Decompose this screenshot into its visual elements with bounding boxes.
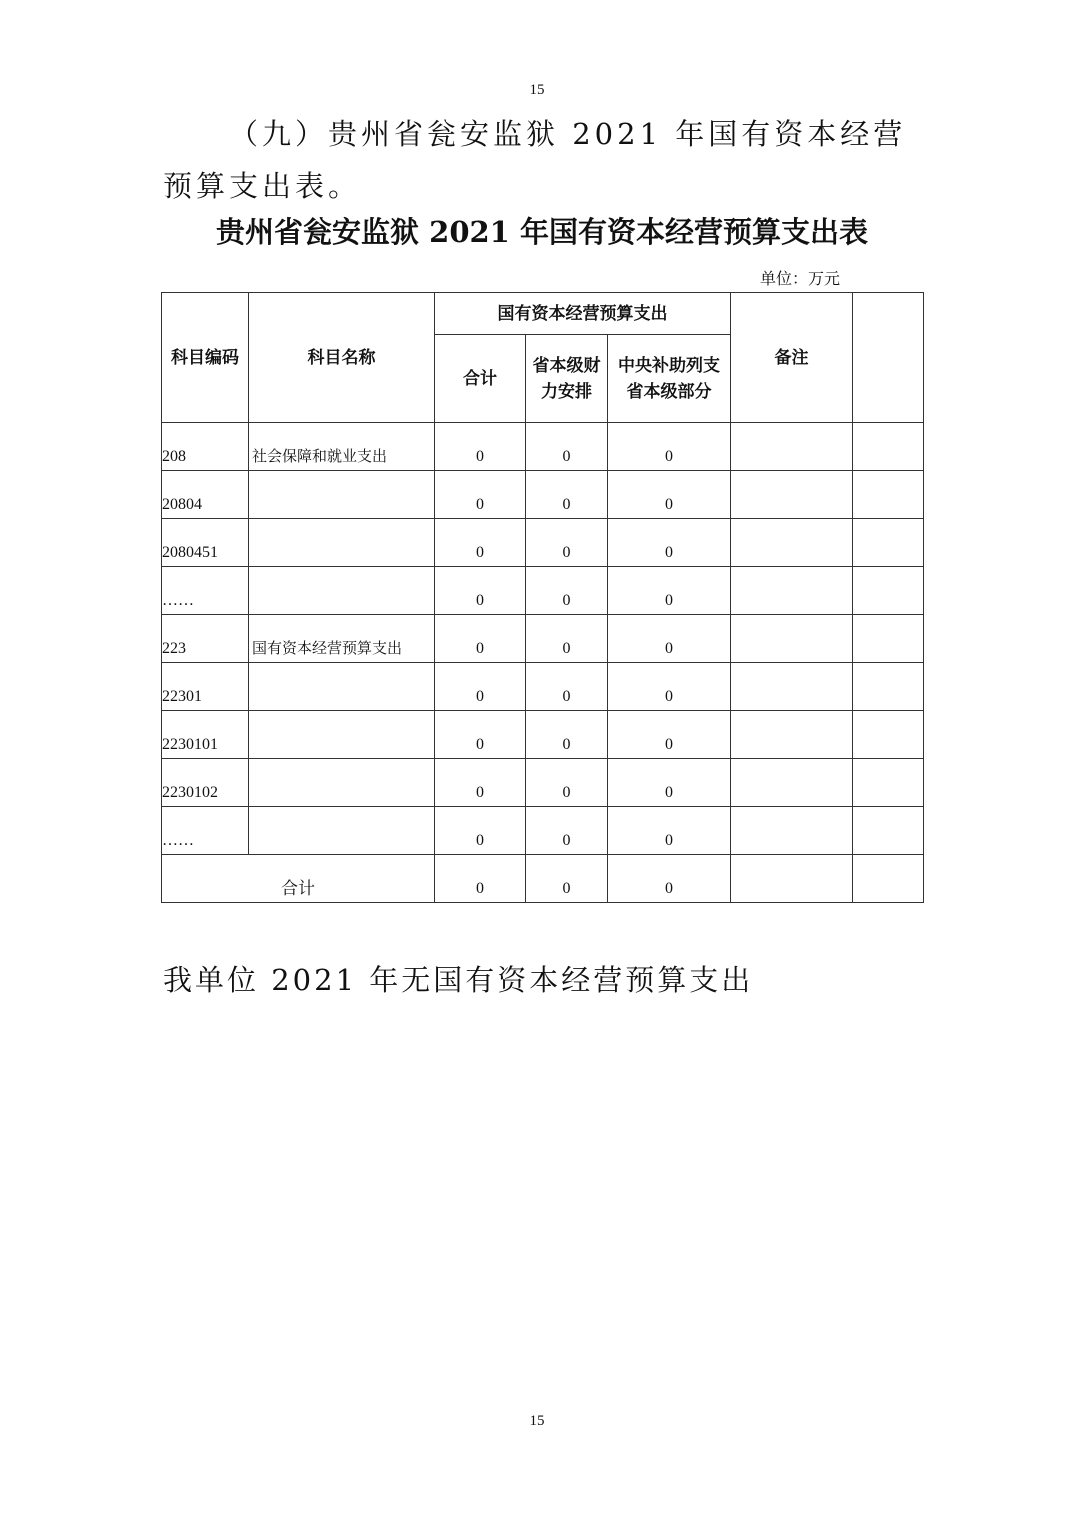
- cell-provincial: 0: [526, 471, 608, 519]
- cell-code: 2230101: [162, 711, 249, 759]
- cell-code: 20804: [162, 471, 249, 519]
- total-row: [162, 855, 924, 903]
- page-number-top: 15: [529, 82, 545, 98]
- header-central: 中央补助列支省本级部分: [608, 335, 731, 423]
- cell-code: ……: [162, 807, 249, 855]
- cell-total: 0: [435, 807, 526, 855]
- cell-total: 0: [435, 471, 526, 519]
- table-row: [162, 519, 924, 567]
- cell-provincial: 0: [526, 807, 608, 855]
- cell-code: 208: [162, 423, 249, 471]
- cell-central: 0: [608, 759, 731, 807]
- cell-extra: [853, 423, 924, 471]
- cell-extra: [853, 711, 924, 759]
- cell-code: 22301: [162, 663, 249, 711]
- cell-extra: [853, 519, 924, 567]
- cell-name: [249, 519, 435, 567]
- cell-remark: [731, 807, 853, 855]
- cell-central: 0: [608, 807, 731, 855]
- cell-extra: [853, 807, 924, 855]
- table-row: [162, 759, 924, 807]
- cell-name: [249, 567, 435, 615]
- table-row: [162, 471, 924, 519]
- cell-name: [249, 471, 435, 519]
- cell-extra: [853, 615, 924, 663]
- table-row: [162, 423, 924, 471]
- header-empty: [853, 293, 924, 423]
- cell-central: 0: [608, 519, 731, 567]
- cell-remark: [731, 759, 853, 807]
- cell-extra: [853, 663, 924, 711]
- cell-extra: [853, 471, 924, 519]
- cell-central: 0: [608, 471, 731, 519]
- cell-name: 社会保障和就业支出: [249, 423, 435, 471]
- header-group: 国有资本经营预算支出: [435, 293, 731, 335]
- cell-extra: [853, 759, 924, 807]
- cell-total: 0: [435, 615, 526, 663]
- total-central: 0: [608, 855, 731, 903]
- table-row: [162, 615, 924, 663]
- table-row: [162, 807, 924, 855]
- header-remark: 备注: [731, 293, 853, 423]
- cell-provincial: 0: [526, 663, 608, 711]
- cell-extra: [853, 567, 924, 615]
- cell-name: [249, 711, 435, 759]
- table-row: [162, 663, 924, 711]
- cell-total: 0: [435, 519, 526, 567]
- cell-remark: [731, 615, 853, 663]
- cell-provincial: 0: [526, 711, 608, 759]
- intro-paragraph: （九）贵州省瓮安监狱 2021 年国有资本经营预算支出表。: [163, 117, 907, 203]
- cell-remark: [731, 471, 853, 519]
- table-row: [162, 711, 924, 759]
- cell-provincial: 0: [526, 615, 608, 663]
- cell-code: ……: [162, 567, 249, 615]
- header-provincial: 省本级财力安排: [526, 335, 608, 423]
- header-total: 合计: [435, 335, 526, 423]
- cell-total: 0: [435, 567, 526, 615]
- total-remark: [731, 855, 853, 903]
- cell-provincial: 0: [526, 423, 608, 471]
- cell-name: [249, 663, 435, 711]
- cell-code: 2230102: [162, 759, 249, 807]
- cell-name: [249, 807, 435, 855]
- cell-total: 0: [435, 711, 526, 759]
- cell-code: 2080451: [162, 519, 249, 567]
- cell-remark: [731, 567, 853, 615]
- cell-central: 0: [608, 615, 731, 663]
- header-code: 科目编码: [162, 293, 249, 423]
- unit-label: 单位：万元: [760, 269, 841, 288]
- cell-remark: [731, 663, 853, 711]
- total-label: 合计: [162, 855, 435, 903]
- cell-code: 223: [162, 615, 249, 663]
- cell-central: 0: [608, 423, 731, 471]
- cell-provincial: 0: [526, 759, 608, 807]
- cell-central: 0: [608, 663, 731, 711]
- cell-total: 0: [435, 759, 526, 807]
- total-total: 0: [435, 855, 526, 903]
- cell-remark: [731, 423, 853, 471]
- cell-provincial: 0: [526, 567, 608, 615]
- page-number-bottom: 15: [529, 1413, 545, 1429]
- table-row: [162, 567, 924, 615]
- cell-central: 0: [608, 567, 731, 615]
- cell-remark: [731, 519, 853, 567]
- cell-remark: [731, 711, 853, 759]
- note-text: 我单位 2021 年无国有资本经营预算支出: [163, 963, 754, 997]
- header-name: 科目名称: [249, 293, 435, 423]
- cell-name: 国有资本经营预算支出: [249, 615, 435, 663]
- total-extra: [853, 855, 924, 903]
- cell-name: [249, 759, 435, 807]
- total-provincial: 0: [526, 855, 608, 903]
- cell-provincial: 0: [526, 519, 608, 567]
- cell-central: 0: [608, 711, 731, 759]
- cell-total: 0: [435, 663, 526, 711]
- cell-total: 0: [435, 423, 526, 471]
- budget-table: [161, 292, 924, 903]
- document-title: 贵州省瓮安监狱 2021 年国有资本经营预算支出表: [216, 215, 868, 249]
